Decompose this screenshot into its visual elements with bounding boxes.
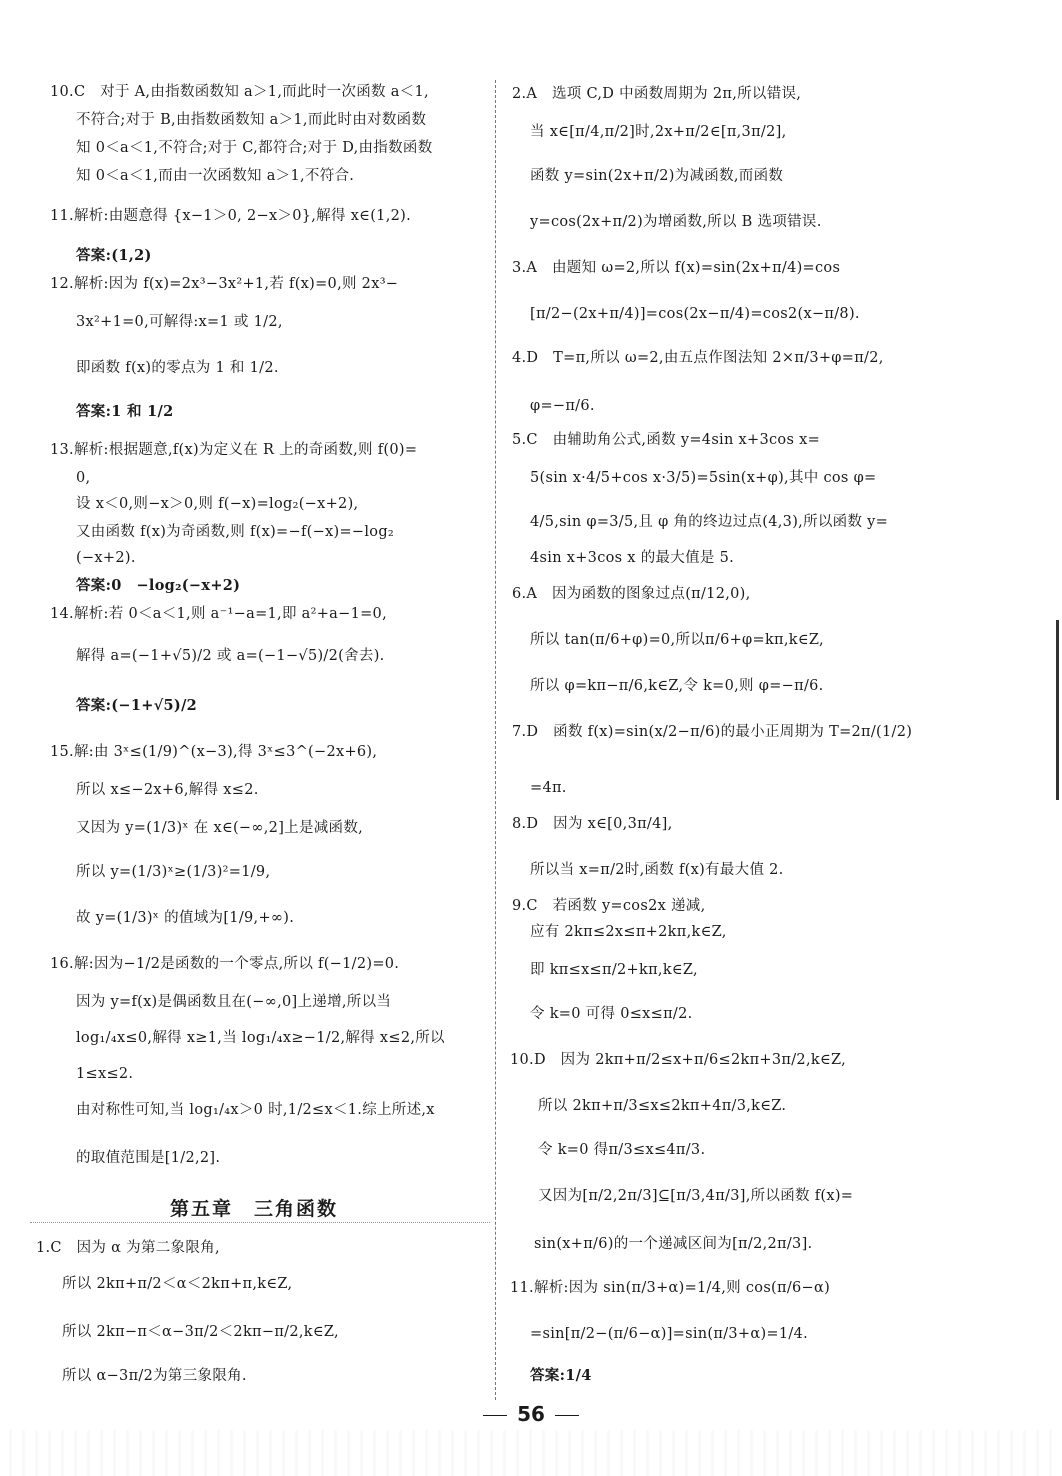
chapter-title: 第五章 三角函数 (170, 1198, 339, 1220)
text-line: φ=−π/6. (530, 398, 595, 414)
text-line: 5(sin x·4/5+cos x·3/5)=5sin(x+φ),其中 cos φ= (530, 470, 877, 486)
text-line: 令 k=0 可得 0≤x≤π/2. (530, 1006, 693, 1022)
text-line: y=cos(2x+π/2)为增函数,所以 B 选项错误. (530, 214, 822, 230)
text-line: 又因为 y=(1/3)ˣ 在 x∈(−∞,2]上是减函数, (76, 820, 364, 836)
text-line: 2.A 选项 C,D 中函数周期为 2π,所以错误, (512, 86, 802, 102)
left-column (0, 0, 500, 1400)
text-line: 8.D 因为 x∈[0,3π/4], (512, 816, 673, 832)
text-line: 由对称性可知,当 log₁/₄x＞0 时,1/2≤x＜1.综上所述,x (76, 1102, 435, 1118)
text-line: 4sin x+3cos x 的最大值是 5. (530, 550, 735, 566)
text-line: 即函数 f(x)的零点为 1 和 1/2. (76, 360, 279, 376)
text-line: 不符合;对于 B,由指数函数知 a＞1,而此时由对数函数 (76, 112, 427, 128)
text-line: 知 0＜a＜1,不符合;对于 C,都符合;对于 D,由指数函数 (76, 140, 433, 156)
text-line: 4.D T=π,所以 ω=2,由五点作图法知 2×π/3+φ=π/2, (512, 350, 884, 366)
answer-line: 答案:1/4 (530, 1367, 592, 1384)
text-line: 又由函数 f(x)为奇函数,则 f(x)=−f(−x)=−log₂ (76, 524, 395, 540)
page-number (0, 1402, 1062, 1426)
text-line: 3x²+1=0,可解得:x=1 或 1/2, (76, 314, 283, 330)
text-line: 所以 y=(1/3)ˣ≥(1/3)²=1/9, (76, 864, 271, 880)
text-line: 当 x∈[π/4,π/2]时,2x+π/2∈[π,3π/2], (530, 124, 787, 140)
text-line: log₁/₄x≤0,解得 x≥1,当 log₁/₄x≥−1/2,解得 x≤2,所以 (76, 1030, 445, 1046)
text-line: 7.D 函数 f(x)=sin(x/2−π/6)的最小正周期为 T=2π/(1/2) (512, 724, 913, 740)
text-line: 13.解析:根据题意,f(x)为定义在 R 上的奇函数,则 f(0)= (50, 442, 418, 458)
text-line: 14.解析:若 0＜a＜1,则 a⁻¹−a=1,即 a²+a−1=0, (50, 606, 387, 622)
text-line: 因为 y=f(x)是偶函数且在(−∞,0]上递增,所以当 (76, 994, 392, 1010)
page-number-text: 56 (517, 1402, 545, 1426)
answer-line: 答案:0 −log₂(−x+2) (76, 577, 241, 594)
text-line: 设 x＜0,则−x＞0,则 f(−x)=log₂(−x+2), (76, 496, 359, 512)
text-line: 的取值范围是[1/2,2]. (76, 1150, 221, 1166)
text-line: 12.解析:因为 f(x)=2x³−3x²+1,若 f(x)=0,则 2x³− (50, 276, 399, 292)
text-line: 所以 α−3π/2为第三象限角. (62, 1368, 247, 1384)
text-line: 函数 y=sin(2x+π/2)为减函数,而函数 (530, 168, 784, 184)
text-line: 故 y=(1/3)ˣ 的值域为[1/9,+∞). (76, 910, 295, 926)
text-line: 4/5,sin φ=3/5,且 φ 角的终边过点(4,3),所以函数 y= (530, 514, 889, 530)
text-line: 所以 tan(π/6+φ)=0,所以π/6+φ=kπ,k∈Z, (530, 632, 824, 648)
text-line: 5.C 由辅助角公式,函数 y=4sin x+3cos x= (512, 432, 821, 448)
text-line: 令 k=0 得π/3≤x≤4π/3. (538, 1142, 706, 1158)
text-line: 应有 2kπ≤2x≤π+2kπ,k∈Z, (530, 924, 727, 940)
text-line: =4π. (530, 780, 567, 796)
text-line: 所以 2kπ+π/3≤x≤2kπ+4π/3,k∈Z. (538, 1098, 787, 1114)
column-divider (495, 80, 496, 1400)
scan-noise (0, 1430, 1062, 1476)
text-line: sin(x+π/6)的一个递减区间为[π/2,2π/3]. (534, 1236, 813, 1252)
text-line: 所以当 x=π/2时,函数 f(x)有最大值 2. (530, 862, 784, 878)
dash-left (483, 1415, 507, 1416)
text-line: 又因为[π/2,2π/3]⊆[π/3,4π/3],所以函数 f(x)= (538, 1188, 854, 1204)
text-line: =sin[π/2−(π/6−α)]=sin(π/3+α)=1/4. (530, 1326, 809, 1342)
text-line: 3.A 由题知 ω=2,所以 f(x)=sin(2x+π/4)=cos (512, 260, 841, 276)
answer-line: 答案:1 和 1/2 (76, 403, 174, 420)
text-line: 9.C 若函数 y=cos2x 递减, (512, 898, 706, 914)
text-line: 所以 2kπ+π/2＜α＜2kπ+π,k∈Z, (62, 1276, 293, 1292)
page-edge-mark (1056, 620, 1059, 800)
right-column (500, 0, 1062, 1400)
text-line: [π/2−(2x+π/4)]=cos(2x−π/4)=cos2(x−π/8). (530, 306, 860, 322)
chapter-divider (30, 1222, 490, 1223)
text-line: 0, (76, 470, 91, 486)
text-line: 所以 φ=kπ−π/6,k∈Z,令 k=0,则 φ=−π/6. (530, 678, 824, 694)
text-line: (−x+2). (76, 550, 136, 566)
text-line: 10.C 对于 A,由指数函数知 a＞1,而此时一次函数 a＜1, (50, 84, 429, 100)
text-line: 1.C 因为 α 为第二象限角, (36, 1240, 220, 1256)
text-line: 解得 a=(−1+√5)/2 或 a=(−1−√5)/2(舍去). (76, 648, 385, 664)
answer-line: 答案:(−1+√5)/2 (76, 697, 198, 714)
text-line: 11.解析:因为 sin(π/3+α)=1/4,则 cos(π/6−α) (510, 1280, 831, 1296)
text-line: 16.解:因为−1/2是函数的一个零点,所以 f(−1/2)=0. (50, 956, 400, 972)
text-line: 即 kπ≤x≤π/2+kπ,k∈Z, (530, 962, 698, 978)
text-line: 10.D 因为 2kπ+π/2≤x+π/6≤2kπ+3π/2,k∈Z, (510, 1052, 847, 1068)
dash-right (555, 1415, 579, 1416)
text-line: 15.解:由 3ˣ≤(1/9)^(x−3),得 3ˣ≤3^(−2x+6), (50, 744, 378, 760)
text-line: 所以 2kπ−π＜α−3π/2＜2kπ−π/2,k∈Z, (62, 1324, 339, 1340)
text-line: 所以 x≤−2x+6,解得 x≤2. (76, 782, 259, 798)
answer-line: 答案:(1,2) (76, 247, 152, 264)
text-line: 知 0＜a＜1,而由一次函数知 a＞1,不符合. (76, 168, 355, 184)
text-line: 6.A 因为函数的图象过点(π/12,0), (512, 586, 751, 602)
text-line: 1≤x≤2. (76, 1066, 134, 1082)
text-line: 11.解析:由题意得 {x−1＞0, 2−x＞0},解得 x∈(1,2). (50, 208, 411, 224)
